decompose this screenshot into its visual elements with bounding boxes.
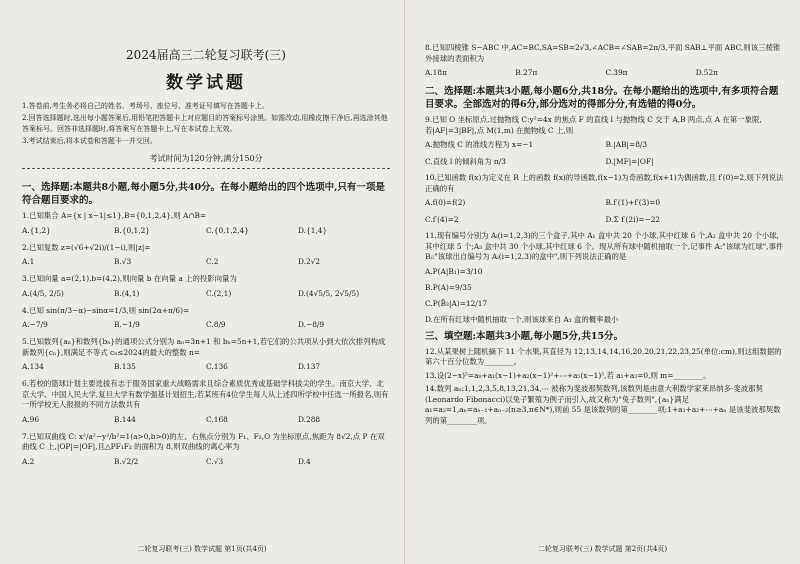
right-page — [404, 0, 800, 564]
question-6: 6.若校的篮球计划主要选拔有志于服务国家重大战略需求且综合素质优秀或基础学科拔尖的学生。南京大学、北京大学、中国人民大学,复旦大学有数学强基计划招生,若某班有4位学生每人从上述四所学校中任选一所报名,则有一所学校无人报报的不同方法数共有 — [22, 379, 389, 409]
option: D.在所有红球中随机抽取一个,则该球来自 A₁ 盒的概率最小 — [425, 314, 619, 324]
question-4: 4.已知 sin(π/3−α)−sinα=1/3,则 sin(2α+π/6)= — [22, 305, 190, 315]
option: B.144 — [114, 414, 136, 424]
question-7: 7.已知双曲线 C: x²/a²−y²/b²=1(a>0,b>0)的左、右焦点分别为 F₁、F₂,O 为坐标原点,焦距为 8√2,点 P 在双曲线 C 上,|OP|=|OF|,且△PF₁F₂ 的面积为 8,则双曲线的离心率为 — [22, 431, 385, 451]
question-7-options — [22, 456, 390, 467]
option: A.{1,2} — [22, 225, 51, 235]
option: A.P(A|B₁)=3/10 — [425, 266, 483, 276]
question-2-options — [22, 256, 390, 267]
option: D.137 — [298, 362, 321, 371]
question-10: 10.已知函数 f(x)为定义在 R 上的函数 f(x)的导函数,f(x−1)为奇函数,f(x+1)为偶函数,且 f′(0)=2,则下列说法正确的有 — [425, 173, 784, 193]
option: B.27π — [515, 68, 538, 77]
option: D.288 — [298, 414, 321, 424]
question-2: 2.已知复数 z=(√6+√2i)/(1−i),则|z|= — [22, 242, 151, 252]
option: D.−8/9 — [298, 320, 325, 329]
option: D.(4√5/5, 2√5/5) — [298, 288, 360, 298]
option: A.(4/5, 2/5) — [22, 288, 64, 298]
page-footer: 二轮复习联考(三) 数学试题 第1页(共4页) — [137, 545, 267, 553]
option: C.f′(4)=2 — [425, 215, 459, 224]
option: B.−1/9 — [114, 320, 140, 329]
question-6-options — [22, 414, 390, 425]
question-3: 3.已知向量 a=(2,1),b=(4,2),则向量 b 在向量 a 上的投影向量为 — [22, 274, 237, 283]
question-10-options-row2 — [425, 214, 786, 225]
option: A.2 — [22, 456, 35, 466]
option: A.134 — [22, 362, 44, 371]
option: C.168 — [206, 414, 228, 424]
option: A.−7/9 — [22, 320, 48, 329]
question-14: 14.数列 aₙ:1,1,2,3,5,8,13,21,34,⋯ 被称为斐波那契数列,该数列是由意大利数学家莱昂纳多·斐波那契(Leonardo Fibonacci)以兔子繁殖为例子而引入,故又称为"兔子数列",{aₙ}满足 a₁=a₂=1,aₙ=aₙ₋₁+aₙ₋₂(n≥3,n∈N*),则前 55 是该数列的第________项;1+a₁+a₂+⋯+aₙ 是该斐波那契数列的第________项。 — [425, 384, 781, 425]
question-5-options — [22, 361, 390, 372]
option: C.39π — [605, 68, 628, 77]
option: C.8/9 — [206, 320, 226, 329]
option: C.(2,1) — [206, 288, 232, 298]
question-5: 5.已知数列{aₙ}和数列{bₙ}的通项公式分别为 aₙ=3n+1 和 bₙ=5n+1,若它们的公共项从小到大依次排列构成新数列{cₙ},则满足不等式 cₙ≤2024的最大的整数 n= — [22, 337, 386, 357]
question-8: 8.已知四棱锥 S−ABC 中,AC=BC,SA=SB=2√3,∠ACB=∠SAB=2π/3,平面 SAB⊥平面 ABC,则该三棱锥外接球的表面积为 — [425, 43, 781, 63]
exam-title: 2024届高三二轮复习联考(三) — [126, 48, 286, 62]
option: C.√3 — [206, 456, 224, 466]
note-1: 1.答卷前,考生务必将自己的姓名、考场号、座位号、准考证号填写在答题卡上。 — [22, 102, 269, 110]
exam-time: 考试时间为120分钟,满分150分 — [149, 154, 263, 163]
question-3-options — [22, 288, 390, 299]
option: B.(4,1) — [114, 288, 140, 298]
question-9-options-row1 — [425, 139, 786, 150]
option: B.P(A)=9/35 — [425, 282, 472, 292]
option: B.{0,1,2} — [114, 225, 150, 235]
section-3-heading: 三、填空题:本题共3小题,每小题5分,共15分。 — [425, 330, 624, 342]
option: C.{0,1,2,4} — [206, 225, 250, 235]
option: D.{1,4} — [298, 225, 328, 235]
question-9-options-row2 — [425, 156, 786, 167]
option: A.18π — [425, 68, 447, 77]
option: D.52π — [695, 68, 719, 77]
question-1: 1.已知集合 A={x | x−1|≤1},B={0,1,2,4},则 A∩B= — [22, 211, 207, 220]
option: A.抛物线 C 的准线方程为 x=−1 — [425, 140, 534, 149]
option: A.1 — [22, 257, 35, 266]
option: C.P(B̄₃|A)=12/17 — [425, 298, 488, 308]
divider — [22, 168, 390, 169]
option: C.136 — [206, 362, 228, 371]
option: D.4 — [298, 456, 311, 466]
note-2: 2.回答选择题时,选出每小题答案后,用铅笔把答题卡上对应题目的答案标号涂黑。如需改动,用橡皮擦干净后,再选涂其他答案标号。回答非选择题时,将答案写在答题卡上,写在本试卷上无效。 — [22, 113, 388, 133]
option: B.√2/2 — [114, 456, 139, 466]
option: D.|MF|=|OF| — [605, 157, 654, 166]
option: B.135 — [114, 362, 136, 371]
page-footer: 二轮复习联考(三) 数学试题 第2页(共4页) — [537, 545, 668, 553]
question-8-options — [425, 67, 786, 78]
question-9: 9.已知 O 坐标原点,过抛物线 C:y²=4x 的焦点 F 的直线 l 与抛物线 C 交于 A,B 两点,点 A 在第一象限,若|AF|=3|BF|,点 M(1,m) 在抛物线 C 上,则 — [425, 115, 762, 135]
option: B.√3 — [114, 257, 132, 266]
option: C.直线 l 的倾斜角为 π/3 — [425, 157, 506, 166]
section-1-heading: 一、选择题:本题共8小题,每小题5分,共40分。在每小题给出的四个选项中,只有一项是符合题目要求的。 — [22, 182, 385, 206]
option: A.96 — [22, 414, 40, 424]
option: A.f(0)=f(2) — [425, 198, 466, 207]
question-12: 12.从某果树上随机摘下 11 个水果,其直径为 12,13,14,14,16,20,20,21,22,23,25(单位:cm),则这组数据的第六十百分位数为________。 — [425, 346, 782, 366]
note-3: 3.考试结束后,将本试卷和答题卡一并交回。 — [22, 136, 157, 145]
option: B.f′(1)+f′(3)=0 — [605, 198, 661, 207]
option: C.2 — [206, 257, 219, 266]
question-11: 11.现有编号分别为 Aᵢ(i=1,2,3)的三个盒子,其中 A₁ 盒中共 20 个小球,其中红球 6 个,A₂ 盒中共 20 个小球,其中红球 5 个;A₃ 盒中共 30 个小球,其中红球 6 个。现从所有球中随机抽取一个,记事件 A:"该球为红球",事件 Bᵢ:"该球出自编号为 Aᵢ(i=1,2,3)的盒中",则下列说法正确的是 — [425, 231, 784, 261]
option: B.|AB|=8/3 — [605, 140, 648, 149]
option: D.2√2 — [298, 257, 321, 266]
question-1-options — [22, 225, 390, 236]
question-10-options-row1 — [425, 197, 786, 208]
question-4-options — [22, 319, 390, 330]
subject-title: 数学试题 — [166, 73, 246, 93]
question-13: 13.设(2−x)⁵=a₀+a₁(x−1)+a₂(x−1)²+⋯+a₅(x−1)⁵,若 a₁+a₃=0,则 m=________。 — [425, 370, 711, 380]
option: D.Σ f′(2i)=−22 — [605, 215, 661, 224]
section-2-heading: 二、选择题:本题共3小题,每小题6分,共18分。在每小题给出的选项中,有多项符合题目要求。全部选对的得6分,部分选对的得部分分,有选错的得0分。 — [425, 86, 779, 110]
